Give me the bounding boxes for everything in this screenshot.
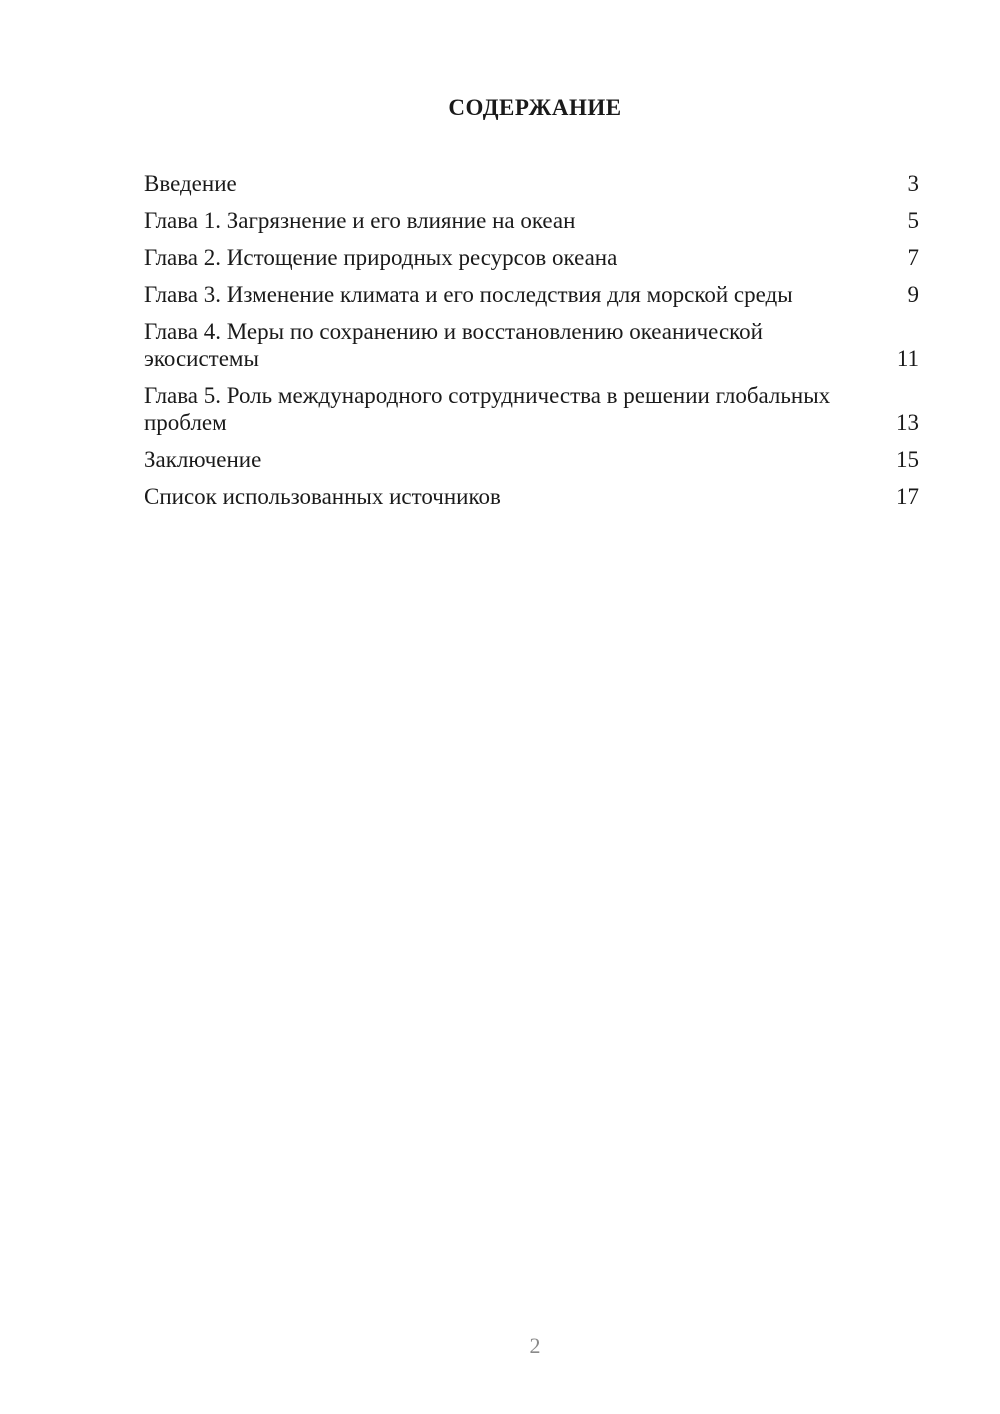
toc-entry	[144, 483, 919, 510]
toc-entry-title: Глава 3. Изменение климата и его последствия для морской среды	[144, 282, 793, 307]
toc-entry-page: 7	[907, 245, 919, 270]
toc-entry-title: Список использованных источников	[144, 484, 501, 509]
toc-heading: СОДЕРЖАНИЕ	[448, 95, 622, 120]
table-of-contents	[144, 170, 919, 520]
toc-entry-title: Глава 5. Роль международного сотрудничества в решении глобальных проблем	[144, 383, 831, 435]
toc-entry-title: Глава 2. Истощение природных ресурсов океана	[144, 245, 618, 270]
toc-entry-title: Глава 4. Меры по сохранению и восстановлению океанической экосистемы	[144, 319, 763, 371]
toc-entry-page: 9	[907, 282, 919, 307]
toc-entry	[144, 170, 919, 197]
toc-entry	[144, 446, 919, 473]
toc-entry	[144, 318, 919, 372]
toc-entry-title: Заключение	[144, 447, 262, 472]
toc-entry	[144, 382, 919, 436]
toc-entry-title: Глава 1. Загрязнение и его влияние на океан	[144, 208, 576, 233]
toc-entry	[144, 281, 919, 308]
toc-entry-title: Введение	[144, 171, 237, 196]
toc-entry-page: 5	[907, 208, 919, 233]
toc-entry-page: 17	[896, 484, 919, 509]
toc-entry-page: 3	[907, 171, 919, 196]
toc-entry-page: 13	[896, 410, 919, 435]
toc-entry	[144, 244, 919, 271]
page-number: 2	[529, 1333, 541, 1358]
toc-entry	[144, 207, 919, 234]
toc-entry-page: 15	[896, 447, 919, 472]
toc-entry-page: 11	[896, 346, 919, 371]
